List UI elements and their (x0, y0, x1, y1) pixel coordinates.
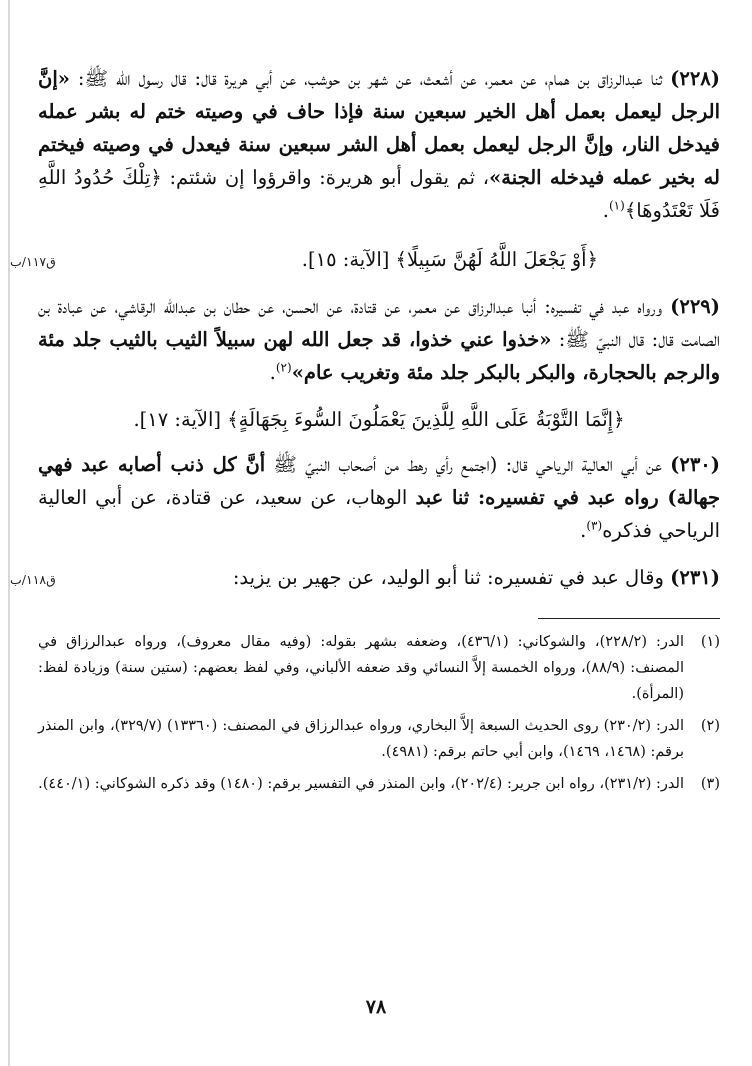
hadith-matn: أنَّ كل ذنب أصابه عبد فهي جهالة) رواه عبد في تفسيره: ثنا عبد (38, 453, 721, 509)
hadith-matn: «إنَّ الرجل ليعمل بعمل أهل الخير سبعين سنة فإذا حاف في وصيته ختم له بشر عمله فيدخل النار، وإنَّ الرجل ليعمل بعمل أهل الشر سبعين سنة فيعدل في وصيته فيختم له بخير عمله فيدخله الجنة» (38, 67, 720, 189)
footnote-ref: (٢) (275, 360, 292, 375)
hadith-tail: ، ثم يقول أبو هريرة: واقرؤوا إن شئتم: ﴿تِلْكَ حُدُودُ اللَّهِ فَلَا تَعْتَدُوهَا﴾ (38, 166, 720, 222)
hadith-231-row (10, 561, 720, 594)
hadith-229: (٢٢٩) ورواه عبد في تفسيره: أنبا عبدالرزاق عن معمر، عن قتادة، عن الحسن، عن حطان بن عبدالله الرقاشي، عن عبادة بن الصامت قال: قال النبيّ ﷺ: «خذوا عني خذوا، قد جعل الله لهن سبيلاً الثيب بالثيب جلد مئة والرجم بالحجارة، والبكر بالبكر جلد مئة وتغريب عام»$^{(٢)}$. (38, 295, 720, 384)
verse-15: ﴿أَوْ يَجْعَلَ اللَّهُ لَهُنَّ سَبِيلًا﴾ [الآية: ١٥]. (301, 248, 598, 271)
hadith-230: (٢٣٠) عن أبي العالية الرياحي قال: (اجتمع رأي رهط من أصحاب النبيّ ﷺ أنَّ كل ذنب أصابه عبد فهي جهالة) رواه عبد في تفسيره: ثنا عبد الوهاب، عن سعيد، عن قتادة، عن أبي العالية الرياحي فذكره$^{(٣)}$. (38, 453, 721, 542)
hadith-228: (٢٢٨) ثنا عبدالرزاق بن همام، عن معمر، عن أشعث، عن شهر بن حوشب، عن أبي هريرة قال: قال رسول الله ﷺ: «إنَّ الرجل ليعمل بعمل أهل الخير سبعين سنة فإذا حاف في وصيته ختم له بشر عمله فيدخل النار، وإنَّ الرجل ليعمل بعمل أهل الشر سبعين سنة فيعدل في وصيته فيختم له بخير عمله فيدخله الجنة»، ثم يقول أبو هريرة: واقرؤوا إن شئتم: ﴿تِلْكَ حُدُودُ اللَّهِ فَلَا تَعْتَدُوهَا﴾$^{(١)}$. (38, 67, 720, 222)
hadith-number: (٢٢٩) (670, 295, 720, 318)
footnote-2 (38, 713, 720, 765)
verse-17: ﴿إِنَّمَا التَّوْبَةُ عَلَى اللَّهِ لِلَّذِينَ يَعْمَلُونَ السُّوءَ بِجَهَالَةٍ﴾ [الآية: ١٧]. (133, 408, 625, 431)
manuscript-folio-note: ق١١٧/ب (10, 254, 56, 269)
footnote-number: (١) (700, 634, 720, 650)
hadith-231: وقال عبد في تفسيره: ثنا أبو الوليد، عن جهير بن يزيد: (232, 566, 671, 589)
hadith-number: (٢٣١) (670, 566, 720, 589)
hadith-number: (٢٣٠) (670, 453, 721, 476)
footnote-1 (38, 629, 720, 707)
footnote-ref: (١) (608, 198, 625, 213)
page-body (10, 62, 721, 803)
hadith-isnad: ورواه عبد في تفسيره: أنبا عبدالرزاق عن معمر، عن قتادة، عن الحسن، عن حطان بن عبدالله الرقاشي، عن عبادة بن الصامت قال: قال النبيّ ﷺ: (38, 295, 720, 351)
hadith-tail: الوهاب، عن سعيد، عن قتادة، عن أبي العالية الرياحي فذكره (38, 486, 720, 542)
footnote-text: الدر: (٢٢٨/٢)، والشوكاني: (٤٣٦/١)، وضعفه بشهر بقوله: (وفيه مقال معروف)، ورواه عبدالرزاق في المصنف: (٨٨/٩)، ورواه الخمسة إلاَّ النسائي وقد ضعفه الألباني، وفي لفظ بعضهم: (ستين سنة) وزيادة لفظ: (المرأة). (38, 634, 684, 702)
footnote-number: (٣) (700, 776, 720, 792)
footnote-number: (٢) (700, 718, 720, 734)
manuscript-folio-note: ق١١٨/ب (10, 572, 56, 587)
footnote-ref: (٣) (586, 518, 603, 533)
hadith-isnad: ثنا عبدالرزاق بن همام، عن معمر، عن أشعث، عن شهر بن حوشب، عن أبي هريرة قال: قال رسول الله ﷺ: (69, 67, 671, 90)
footnote-text: الدر: (٢٣١/٢)، رواه ابن جرير: (٢٠٢/٤)، وابن المنذر في التفسير برقم: (١٤٨٠) وقد ذكره الشوكاني: (٤٤٠/١). (38, 776, 684, 792)
footnotes (38, 629, 720, 797)
page-number: ٧٨ (365, 996, 387, 1018)
verse-15-row (10, 243, 720, 276)
page-edge-line (8, 0, 10, 1066)
hadith-number: (٢٢٨) (670, 67, 720, 90)
footnote-separator (538, 618, 720, 619)
footnote-text: الدر: (٢٣٠/٢) روى الحديث السبعة إلاَّ البخاري، ورواه عبدالرزاق في المصنف: (١٣٣٦٠) (٣٢٩/٧)، وابن المنذر برقم: (١٤٦٨، ١٤٦٩)، وابن أبي حاتم برقم: (٤٩٨١). (38, 718, 684, 760)
hadith-isnad: عن أبي العالية الرياحي قال: (اجتمع رأي رهط من أصحاب النبيّ ﷺ (265, 453, 671, 476)
hadith-matn: «خذوا عني خذوا، قد جعل الله لهن سبيلاً الثيب بالثيب جلد مئة والرجم بالحجارة، والبكر بالبكر جلد مئة وتغريب عام» (38, 328, 720, 384)
footnote-3 (38, 771, 720, 797)
